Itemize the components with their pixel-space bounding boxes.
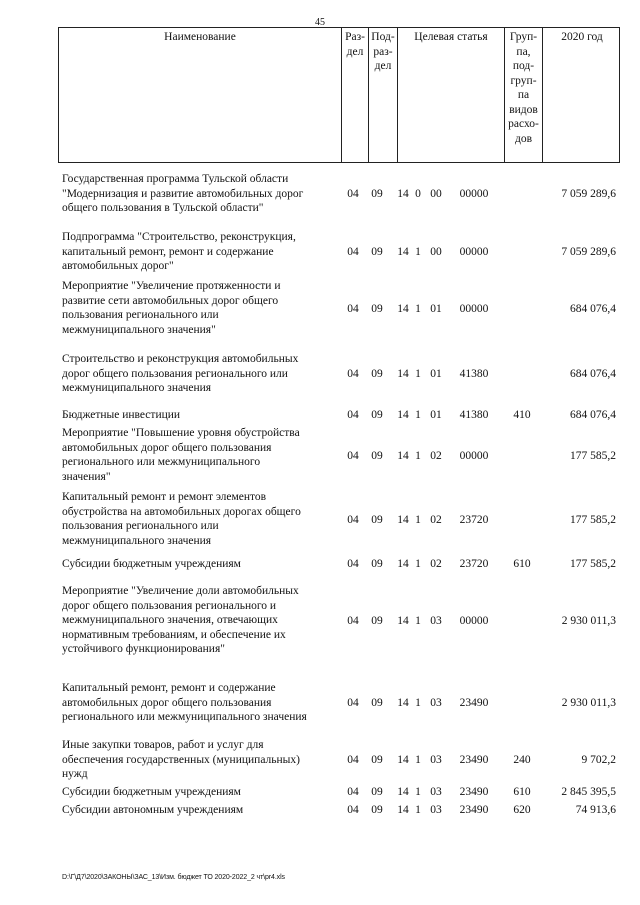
row-podrazdel: 09 [371,367,383,380]
row-name [62,681,338,725]
row-name-line: Мероприятие "Увеличение доли автомобильных [62,585,299,597]
row-c2: 0 [415,187,421,200]
row-name [62,408,338,423]
row-name-line: значения" [62,470,111,483]
row-name-line: дорог общего пользования регионального или [62,367,288,380]
row-c1: 14 [397,513,409,526]
row-c3: 03 [430,696,442,709]
row-c1: 14 [397,302,409,315]
row-razdel: 04 [347,245,359,258]
header-group [504,28,542,162]
row-amount: 177 585,2 [570,449,616,462]
row-podrazdel: 09 [371,409,383,421]
file-path: D:\Г\Д7\2020\ЗАКОНЫ\ЗАС_13\Изм. бюджет ТО 2020-2022_2 чт\pr4.xls [62,874,285,881]
row-c2: 1 [415,804,421,816]
row-c3: 01 [430,367,442,380]
row-name [62,557,338,572]
row-c2: 1 [415,409,421,421]
row-c4: 00000 [459,615,489,627]
row-c1: 14 [397,245,409,258]
row-name-line: устойчивого функционирования" [62,643,225,655]
header-group-line: па [517,89,530,101]
row-name [62,785,338,800]
header-name-label: Наименование [164,31,236,43]
row-name-line: межмуниципального значения, отвечающих [62,614,278,626]
row-name-line: регионального или межмуниципального значения [62,711,307,723]
row-c2: 1 [415,367,421,380]
row-name-line: Субсидии бюджетным учреждениям [62,558,241,570]
row-amount: 684 076,4 [570,302,616,315]
row-c2: 1 [415,245,421,258]
row-name-line: Строительство и реконструкция автомобильных [62,353,299,365]
row-c2: 1 [415,449,421,462]
row-c1: 14 [397,558,409,570]
row-c3: 02 [430,513,442,526]
header-year-label: 2020 год [561,31,603,43]
row-c4: 23490 [459,753,489,766]
row-amount: 2 930 011,3 [561,615,616,627]
row-c4: 00000 [459,449,489,462]
header-group-line: дов [514,132,533,145]
row-name-line: Капитальный ремонт, ремонт и содержание [62,682,276,694]
row-name-line: обеспечения государственных (муниципальных) [62,753,300,766]
row-name [62,230,338,274]
header-group-line: па, [516,45,531,58]
header-group-line: расхо- [508,118,539,130]
row-razdel: 04 [347,187,359,200]
row-podrazdel: 09 [371,449,383,462]
row-name-line: капитальный ремонт, ремонт и содержание [62,245,274,258]
row-c3: 03 [430,753,442,766]
row-c4: 23720 [459,513,489,526]
row-name [62,803,338,818]
row-amount: 2 930 011,3 [561,696,616,709]
row-amount: 74 913,6 [575,804,616,816]
header-podrazdel [368,28,397,162]
row-c4: 23720 [459,558,489,570]
table-header [58,27,620,163]
row-name-line: автомобильных дорог общего пользования [62,696,272,709]
header-podrazdel-line: Под- [371,31,395,43]
row-c3: 03 [430,786,442,798]
row-c1: 14 [397,187,409,200]
row-name-line: общего пользования в Тульской области" [62,202,264,214]
row-podrazdel: 09 [371,786,383,798]
row-c3: 01 [430,409,442,421]
row-name-line: нормативным требованиям, и обеспечение их [62,628,286,641]
row-name [62,738,338,782]
row-name-line: "Модернизация и развитие автомобильных дорог [62,187,304,200]
row-name [62,584,338,657]
row-c2: 1 [415,786,421,798]
row-podrazdel: 09 [371,302,383,315]
row-name-line: межмуниципального значения [62,382,212,394]
row-podrazdel: 09 [371,558,383,570]
row-c4: 41380 [459,409,489,421]
row-name-line: межмуниципального значения" [62,323,216,336]
row-name-line: обустройства на автомобильных дорогах общего [62,505,301,518]
row-name-line: развитие сети автомобильных дорог общего [62,294,279,307]
row-name [62,490,338,548]
row-name [62,426,338,484]
row-c3: 03 [430,615,442,627]
row-razdel: 04 [347,367,359,380]
row-c1: 14 [397,409,409,421]
row-name-line: регионального или межмуниципального [62,456,261,468]
page-number: 45 [315,17,325,28]
header-name [59,28,341,162]
row-razdel: 04 [347,696,359,709]
row-name-line: пользования регионального или [62,520,219,532]
row-c3: 03 [430,804,442,816]
row-c4: 23490 [459,804,489,816]
header-target-label: Целевая статья [414,31,488,43]
row-c3: 02 [430,449,442,462]
row-amount: 2 845 395,5 [561,786,616,798]
row-c3: 01 [430,302,442,315]
row-name-line: Капитальный ремонт и ремонт элементов [62,491,267,503]
row-group: 620 [513,804,531,816]
row-amount: 684 076,4 [570,409,616,421]
row-razdel: 04 [347,409,359,421]
row-c3: 02 [430,558,442,570]
row-name-line: Субсидии бюджетным учреждениям [62,786,241,798]
row-c2: 1 [415,615,421,627]
row-c2: 1 [415,753,421,766]
row-c1: 14 [397,804,409,816]
header-podrazdel-line: дел [374,60,392,72]
row-razdel: 04 [347,786,359,798]
row-name-line: пользования регионального или [62,309,219,321]
row-name-line: автомобильных дорог" [62,260,174,272]
row-c4: 23490 [459,786,489,798]
row-amount: 177 585,2 [570,558,616,570]
header-razdel-line: Раз- [345,31,365,43]
row-c1: 14 [397,449,409,462]
header-podrazdel-line: раз- [373,45,393,58]
row-name-line: нужд [62,768,88,780]
row-name-line: Подпрограмма "Строительство, реконструкция, [62,231,296,243]
row-name-line: Мероприятие "Увеличение протяженности и [62,280,281,292]
row-c2: 1 [415,302,421,315]
row-razdel: 04 [347,558,359,570]
row-c2: 1 [415,696,421,709]
row-amount: 684 076,4 [570,367,616,380]
row-c4: 00000 [459,245,489,258]
row-name [62,172,338,216]
row-name-line: межмуниципального значения [62,534,212,547]
row-c2: 1 [415,558,421,570]
row-name-line: автомобильных дорог общего пользования [62,441,272,454]
row-podrazdel: 09 [371,753,383,766]
row-name-line: Иные закупки товаров, работ и услуг для [62,739,264,751]
header-group-line: груп- [510,74,537,87]
row-podrazdel: 09 [371,615,383,627]
row-c4: 41380 [459,367,489,380]
row-razdel: 04 [347,302,359,315]
row-podrazdel: 09 [371,696,383,709]
row-amount: 177 585,2 [570,513,616,526]
row-name [62,352,338,396]
row-c1: 14 [397,615,409,627]
header-target [397,28,504,162]
header-razdel-line: дел [346,45,364,58]
row-c1: 14 [397,786,409,798]
row-c2: 1 [415,513,421,526]
row-razdel: 04 [347,513,359,526]
row-group: 610 [513,558,531,570]
row-c1: 14 [397,367,409,380]
row-amount: 7 059 289,6 [561,187,616,200]
row-name-line: дорог общего пользования регионального и [62,599,277,612]
row-razdel: 04 [347,804,359,816]
row-podrazdel: 09 [371,513,383,526]
row-podrazdel: 09 [371,804,383,816]
row-c4: 23490 [459,696,489,709]
row-c4: 00000 [459,302,489,315]
row-name-line: Субсидии автономным учреждениям [62,804,244,816]
header-razdel [341,28,368,162]
header-group-line: видов [509,103,538,116]
header-group-line: под- [512,60,535,72]
row-group: 240 [513,753,531,766]
row-amount: 7 059 289,6 [561,245,616,258]
row-name-line: Государственная программа Тульской области [62,173,289,185]
header-year [542,28,621,162]
row-c3: 00 [430,245,442,258]
row-name-line: Бюджетные инвестиции [62,409,181,421]
row-c4: 00000 [459,187,489,200]
row-name-line: Мероприятие "Повышение уровня обустройства [62,427,300,439]
row-razdel: 04 [347,615,359,627]
row-podrazdel: 09 [371,245,383,258]
row-amount: 9 702,2 [581,753,616,766]
row-c1: 14 [397,753,409,766]
row-c1: 14 [397,696,409,709]
row-razdel: 04 [347,753,359,766]
row-razdel: 04 [347,449,359,462]
row-c3: 00 [430,187,442,200]
header-group-line: Груп- [509,31,538,43]
row-group: 410 [513,409,531,421]
row-group: 610 [513,786,531,798]
row-podrazdel: 09 [371,187,383,200]
row-name [62,279,338,337]
